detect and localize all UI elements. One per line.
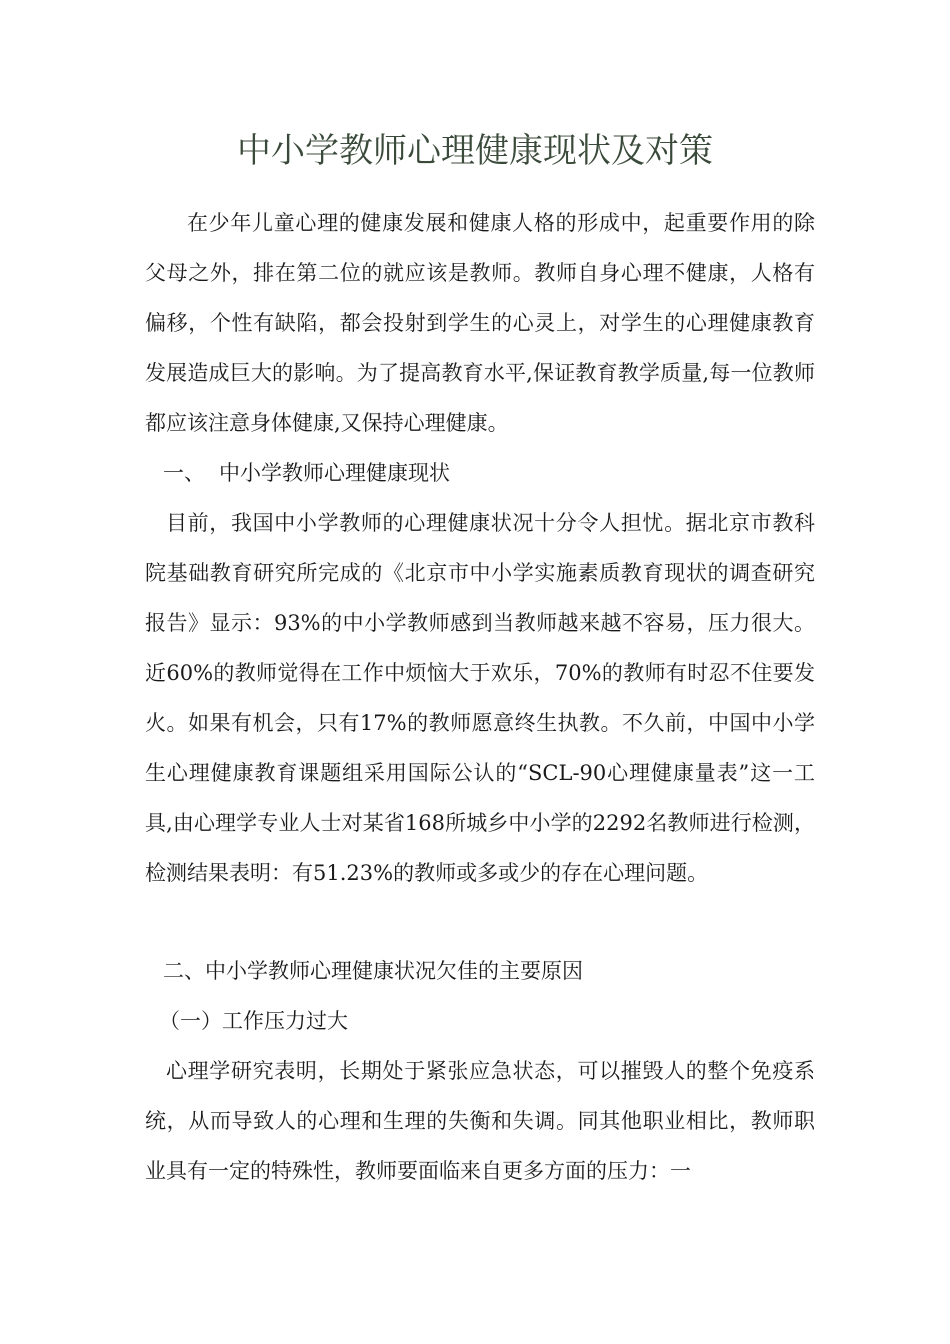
section-1-heading-text: 中小学教师心理健康现状	[219, 461, 450, 485]
section-1-number: 一、	[163, 461, 205, 485]
section-2-heading: 二、中小学教师心理健康状况欠佳的主要原因	[163, 959, 583, 983]
intro-paragraph: 在少年儿童心理的健康发展和健康人格的形成中，起重要作用的除父母之外，排在第二位的就应该是教师。教师自身心理不健康，人格有偏移，个性有缺陷，都会投射到学生的心灵上，对学生的心理健康教育发展造成巨大的影响。为了提高教育水平,保证教育教学质量,每一位教师都应该注意身体健康,又保持心理健康。	[145, 211, 815, 435]
section-2-subheading: （一）工作压力过大	[159, 1009, 348, 1033]
document-title: 中小学教师心理健康现状及对策	[237, 131, 713, 171]
section-2-paragraph: 心理学研究表明，长期处于紧张应急状态，可以摧毁人的整个免疫系统，从而导致人的心理和生理的失衡和失调。同其他职业相比，教师职业具有一定的特殊性，教师要面临来自更多方面的压力：一	[145, 1059, 815, 1183]
section-1-heading	[145, 448, 833, 498]
section-1-paragraph: 目前，我国中小学教师的心理健康状况十分令人担忧。据北京市教科院基础教育研究所完成的《北京市中小学实施素质教育现状的调查研究报告》显示：93%的中小学教师感到当教师越来越不容易，压力很大。近60%的教师觉得在工作中烦恼大于欢乐，70%的教师有时忍不住要发火。如果有机会，只有17%的教师愿意终生执教。不久前，中国中小学生心理健康教育课题组采用国际公认的“SCL-90心理健康量表”这一工具,由心理学专业人士对某省168所城乡中小学的2292名教师进行检测，检测结果表明：有51.23%的教师或多或少的存在心理问题。	[145, 511, 815, 885]
